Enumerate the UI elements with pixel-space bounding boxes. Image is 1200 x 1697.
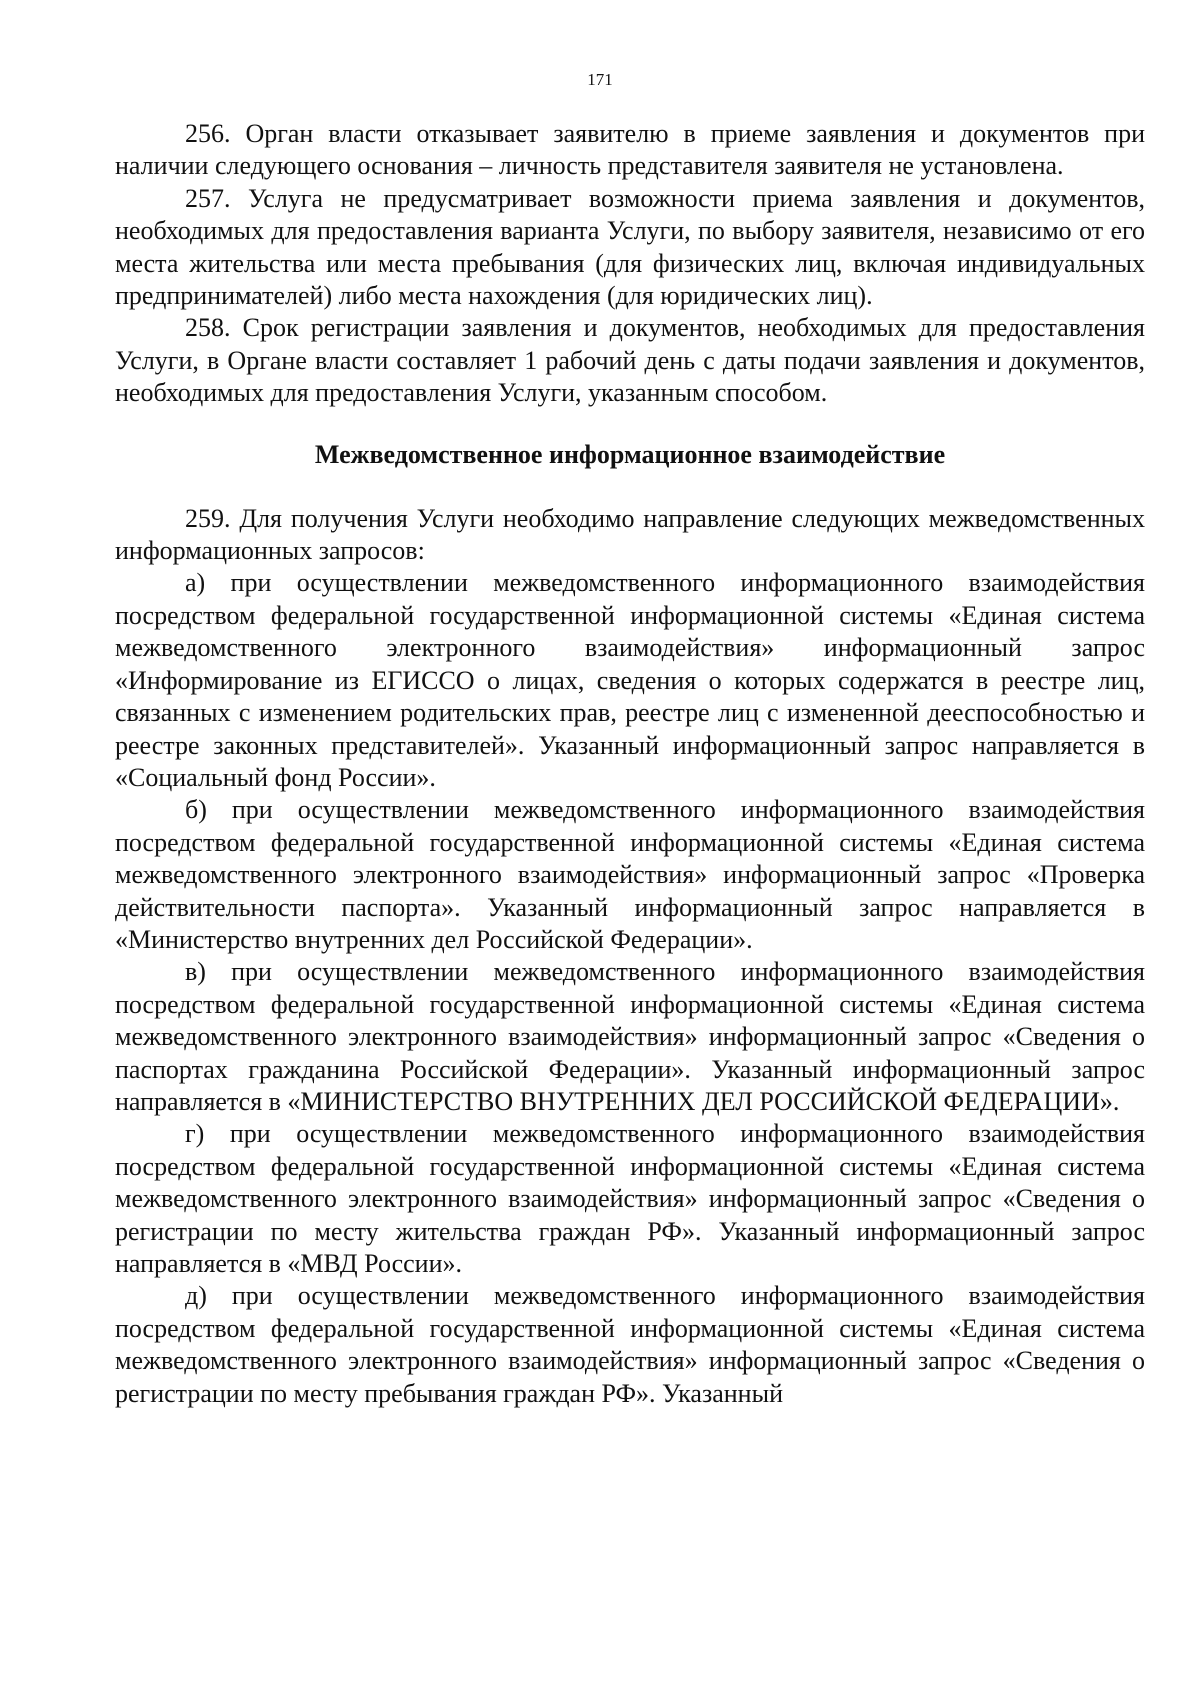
subparagraph-d: д) при осуществлении межведомственного информационного взаимодействия посредством федеральной государственной информационной системы «Единая система межведомственного электронного взаимодействия» информационный запрос «Сведения о регистрации по месту пребывания граждан РФ». Указанный <box>115 1281 1145 1408</box>
paragraph-256: 256. Орган власти отказывает заявителю в приеме заявления и документов при наличии следующего основания – личность представителя заявителя не установлена. <box>115 119 1145 181</box>
paragraph-257: 257. Услуга не предусматривает возможности приема заявления и документов, необходимых для предоставления варианта Услуги, по выбору заявителя, независимо от его места жительства или места пребывания (для физических лиц, включая индивидуальных предпринимателей) либо места нахождения (для юридических лиц). <box>115 183 1145 311</box>
page-number: 171 <box>587 70 613 89</box>
section-heading: Межведомственное информационное взаимодействие <box>314 439 946 469</box>
paragraph-258: 258. Срок регистрации заявления и документов, необходимых для предоставления Услуги, в Органе власти составляет 1 рабочий день с даты подачи заявления и документов, необходимых для предоставления Услуги, указанным способом. <box>115 313 1145 408</box>
subparagraph-a: а) при осуществлении межведомственного информационного взаимодействия посредством федеральной государственной информационной системы «Единая система межведомственного электронного взаимодействия» информационный запрос «Информирование из ЕГИССО о лицах, сведения о которых содержатся в реестре лиц, связанных с изменением родительских прав, реестре лиц с измененной дееспособностью и реестре законных представителей». Указанный информационный запрос направляется в «Социальный фонд России». <box>115 568 1145 792</box>
document-body <box>115 118 1145 1410</box>
subparagraph-g: г) при осуществлении межведомственного информационного взаимодействия посредством федеральной государственной информационной системы «Единая система межведомственного электронного взаимодействия» информационный запрос «Сведения о регистрации по месту жительства граждан РФ». Указанный информационный запрос направляется в «МВД России». <box>115 1119 1145 1278</box>
paragraph-259: 259. Для получения Услуги необходимо направление следующих межведомственных информационных запросов: <box>115 503 1145 566</box>
subparagraph-v: в) при осуществлении межведомственного информационного взаимодействия посредством федеральной государственной информационной системы «Единая система межведомственного электронного взаимодействия» информационный запрос «Сведения о паспортах гражданина Российской Федерации». Указанный информационный запрос направляется в «МИНИСТЕРСТВО ВНУТРЕННИХ ДЕЛ РОССИЙСКОЙ ФЕДЕРАЦИИ». <box>115 957 1145 1116</box>
subparagraph-b: б) при осуществлении межведомственного информационного взаимодействия посредством федеральной государственной информационной системы «Единая система межведомственного электронного взаимодействия» информационный запрос «Проверка действительности паспорта». Указанный информационный запрос направляется в «Министерство внутренних дел Российской Федерации». <box>115 795 1145 954</box>
